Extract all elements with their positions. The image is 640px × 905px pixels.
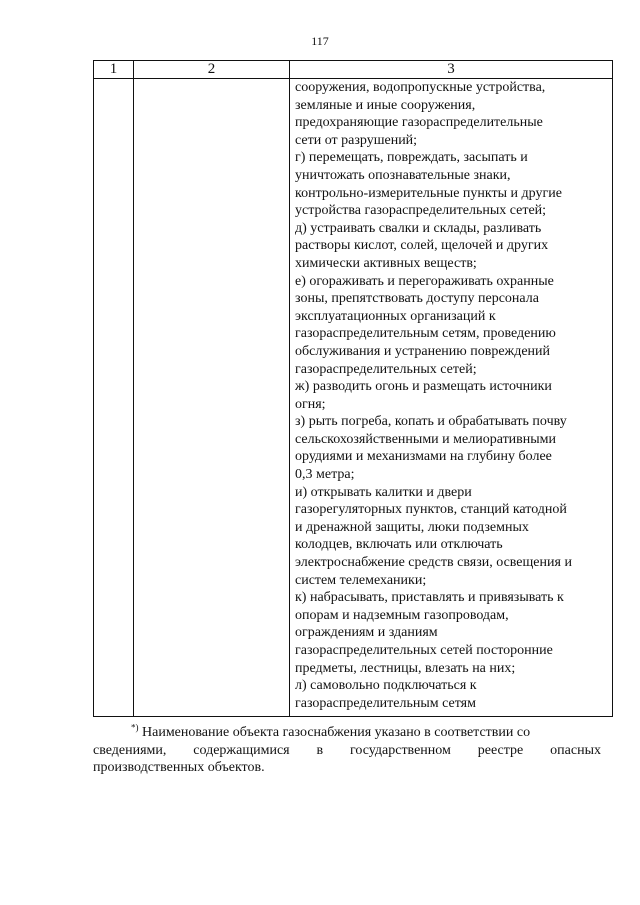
- text-line: предметы, лестницы, влезать на них;: [295, 660, 516, 676]
- text-line: е) огораживать и перегораживать охранные: [295, 273, 554, 289]
- footnote-word: реестре: [477, 742, 524, 758]
- text-line: газорегуляторных пунктов, станций катодной: [295, 502, 567, 518]
- column-header-1: 1: [94, 61, 134, 79]
- text-line: орудиями и механизмами на глубину более: [295, 449, 552, 465]
- footnote-text-1: Наименование объекта газоснабжения указано в соответствии со: [142, 725, 531, 740]
- text-line: сельскохозяйственными и мелиоративными: [295, 431, 557, 447]
- text-line: ж) разводить огонь и размещать источники: [295, 379, 552, 395]
- footnote-word: содержащимися: [193, 742, 290, 758]
- footnote-word: государственном: [350, 742, 451, 758]
- column-3-cell: [290, 79, 613, 717]
- column-2-cell: [134, 79, 290, 717]
- text-line: уничтожать опознавательные знаки,: [295, 167, 511, 183]
- footnote-word: сведениями,: [93, 742, 167, 758]
- document-table: [93, 60, 613, 717]
- text-line: л) самовольно подключаться к: [295, 678, 477, 694]
- text-line: газораспределительных сетей;: [295, 361, 477, 377]
- column-header-2: 2: [134, 61, 290, 79]
- footnote-mark: *): [131, 722, 139, 733]
- text-line: огня;: [295, 396, 326, 412]
- text-line: д) устраивать свалки и склады, разливать: [295, 220, 542, 236]
- text-line: газораспределительных сетей посторонние: [295, 643, 553, 658]
- footnote-word: опасных: [550, 742, 601, 758]
- page-number: 117: [311, 34, 329, 48]
- text-line: устройства газораспределительных сетей;: [295, 203, 547, 219]
- text-line: растворы кислот, солей, щелочей и других: [295, 238, 549, 254]
- footnote-line: [93, 724, 601, 742]
- text-line: эксплуатационных организаций к: [295, 308, 496, 324]
- text-line: систем телемеханики;: [295, 572, 427, 588]
- footnote: [93, 724, 601, 777]
- text-line: сети от разрушений;: [295, 132, 418, 148]
- text-line: контрольно-измерительные пункты и другие: [295, 185, 562, 201]
- column-header-3: 3: [290, 61, 613, 79]
- column-1-cell: [94, 79, 134, 717]
- text-line: газораспределительным сетям: [295, 695, 476, 711]
- text-line: газораспределительным сетям, проведению: [295, 326, 556, 342]
- text-line: и) открывать калитки и двери: [295, 484, 472, 500]
- text-line: 0,3 метра;: [295, 467, 355, 483]
- text-line: обслуживания и устранению повреждений: [295, 343, 551, 359]
- table-row: [94, 79, 613, 717]
- text-line: земляные и иные сооружения,: [295, 97, 476, 113]
- text-line: сооружения, водопропускные устройства,: [295, 80, 546, 95]
- footnote-line: производственных объектов.: [93, 760, 265, 776]
- table-header-row: [94, 61, 613, 79]
- prohibitions-text: [290, 79, 612, 716]
- text-line: химически активных веществ;: [295, 255, 477, 271]
- text-line: з) рыть погреба, копать и обрабатывать почву: [295, 414, 567, 430]
- footnote-word: в: [316, 742, 324, 758]
- text-line: ограждениям и зданиям: [295, 625, 438, 641]
- text-line: предохраняющие газораспределительные: [295, 115, 543, 131]
- text-line: колодцев, включать или отключать: [295, 537, 503, 553]
- text-line: и дренажной защиты, люки подземных: [295, 519, 529, 535]
- text-line: электроснабжение средств связи, освещения и: [295, 555, 572, 571]
- text-line: зоны, препятствовать доступу персонала: [295, 291, 539, 307]
- footnote-line: [93, 742, 601, 760]
- text-line: опорам и надземным газопроводам,: [295, 607, 509, 623]
- text-line: г) перемещать, повреждать, засыпать и: [295, 150, 528, 166]
- text-line: к) набрасывать, приставлять и привязывать к: [295, 590, 564, 606]
